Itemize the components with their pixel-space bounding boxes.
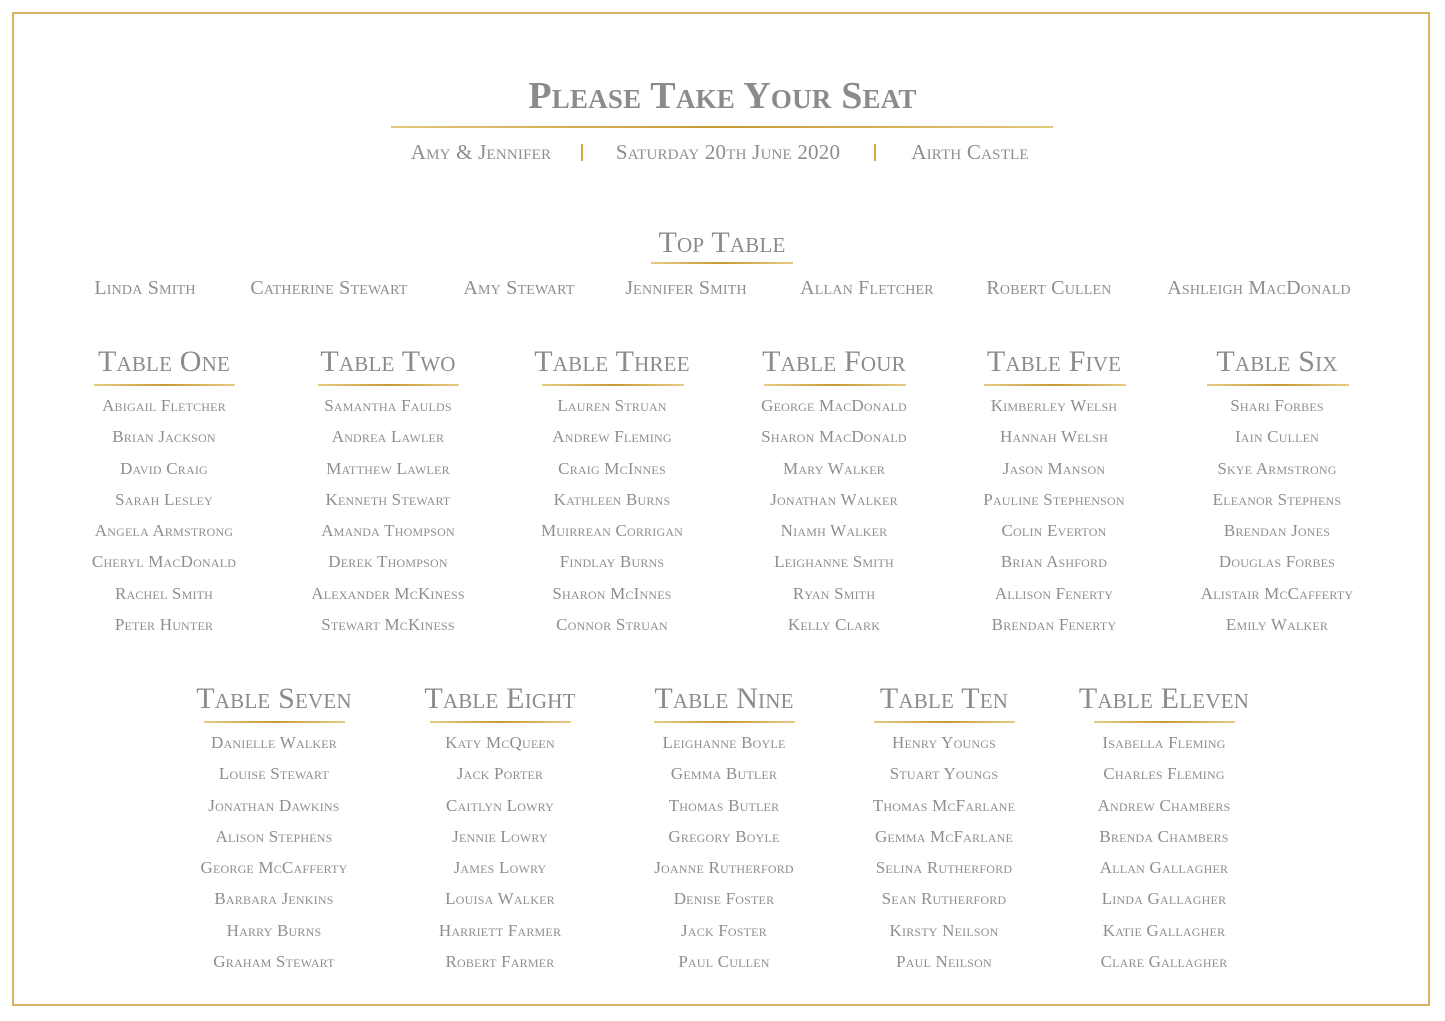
table-heading-divider	[542, 384, 684, 386]
table-heading: Table Ten	[879, 682, 1009, 715]
guest-name: Brendan Jones	[1223, 521, 1331, 541]
table-heading-divider	[204, 721, 345, 723]
table-heading-divider	[430, 721, 571, 723]
top-table-guest: Robert Cullen	[986, 277, 1112, 299]
top-table-guest: Allan Fletcher	[800, 277, 934, 299]
guest-name: Katie Gallagher	[1102, 920, 1226, 940]
guest-name: Paul Neilson	[896, 952, 992, 972]
guest-name: Katy McQueen	[445, 733, 555, 752]
guest-name: Niamh Walker	[780, 521, 888, 541]
guest-name: Alistair McCafferty	[1200, 583, 1354, 603]
guest-name: Allan Gallagher	[1099, 858, 1229, 878]
guest-name: Hannah Welsh	[999, 427, 1108, 447]
guest-name: Jason Manson	[1002, 458, 1106, 478]
guest-list	[541, 390, 683, 640]
guest-name: Kenneth Stewart	[325, 489, 451, 509]
guest-name: Jennie Lowry	[452, 826, 548, 846]
guest-name: Eleanor Stephens	[1212, 489, 1342, 509]
table-heading-divider	[874, 721, 1015, 723]
guest-name: Samantha Faulds	[324, 396, 452, 415]
guest-name: Sean Rutherford	[881, 889, 1007, 909]
guest-list	[1098, 727, 1231, 977]
guest-name: Louisa Walker	[445, 889, 555, 909]
table-heading: Table Five	[986, 345, 1122, 378]
top-table-guests	[0, 277, 1445, 307]
table-heading: Table One	[97, 345, 231, 378]
guest-list	[200, 727, 347, 977]
table-heading: Table Three	[534, 345, 690, 378]
guest-name: George McCafferty	[200, 858, 348, 878]
guest-name: Harriett Farmer	[438, 920, 562, 940]
guest-name: Harry Burns	[226, 920, 322, 940]
table-heading: Table Eight	[424, 682, 576, 715]
guest-name: Kirsty Neilson	[889, 920, 999, 940]
event-venue: Airth Castle	[911, 140, 1029, 164]
guest-name: Gemma McFarlane	[874, 826, 1014, 846]
guest-name: Amanda Thompson	[321, 521, 455, 541]
guest-name: Jack Foster	[681, 920, 767, 940]
guest-name: Ryan Smith	[792, 583, 876, 603]
guest-name: Alison Stephens	[215, 826, 333, 846]
guest-list	[1201, 390, 1353, 640]
guest-name: Peter Hunter	[114, 615, 214, 635]
guest-name: Abigail Fletcher	[102, 396, 226, 415]
guest-list	[983, 390, 1124, 640]
details-separator	[581, 144, 583, 161]
table-heading: Table Six	[1216, 345, 1338, 378]
table-heading-divider	[654, 721, 795, 723]
event-date: Saturday 20th June 2020	[615, 140, 841, 164]
top-table-guest: Catherine Stewart	[250, 277, 408, 299]
guest-name: Skye Armstrong	[1217, 458, 1337, 478]
guest-name: Shari Forbes	[1230, 396, 1324, 415]
guest-name: Kelly Clark	[787, 615, 881, 635]
guest-name: George MacDonald	[761, 396, 907, 415]
guest-name: Derek Thompson	[328, 552, 448, 572]
guest-name: Louise Stewart	[218, 764, 330, 784]
table-heading-divider	[764, 384, 906, 386]
top-table-divider	[651, 262, 793, 264]
page-title: Please Take Your Seat	[528, 75, 917, 117]
guest-list	[873, 727, 1015, 977]
guest-name: Pauline Stephenson	[983, 489, 1125, 509]
top-table-guest: Ashleigh MacDonald	[1167, 277, 1351, 299]
guest-list	[439, 727, 561, 977]
guest-name: Brian Ashford	[1000, 552, 1108, 572]
guest-name: Lauren Struan	[557, 396, 667, 415]
event-details	[0, 140, 1445, 170]
guest-name: Jack Porter	[456, 764, 544, 784]
top-table-heading: Top Table	[658, 226, 786, 259]
guest-name: Allison Fenerty	[994, 583, 1114, 603]
guest-name: Stewart McKiness	[321, 615, 455, 635]
table-heading-divider	[94, 384, 235, 386]
guest-name: Brenda Chambers	[1099, 826, 1229, 846]
guest-name: Iain Cullen	[1234, 427, 1320, 447]
table-heading-divider	[984, 384, 1126, 386]
guest-name: Cheryl MacDonald	[91, 552, 237, 572]
table-heading-divider	[1094, 721, 1235, 723]
guest-name: Caitlyn Lowry	[445, 795, 555, 815]
guest-name: Danielle Walker	[211, 733, 337, 752]
table-heading: Table Two	[320, 345, 456, 378]
guest-name: Kathleen Burns	[553, 489, 671, 509]
guest-name: Sarah Lesley	[115, 489, 213, 509]
guest-name: Muirrean Corrigan	[540, 521, 684, 541]
table-heading: Table Four	[762, 345, 906, 378]
guest-name: James Lowry	[453, 858, 547, 878]
guest-name: Mary Walker	[783, 458, 885, 478]
guest-name: Matthew Lawler	[326, 458, 450, 478]
details-separator	[874, 144, 876, 161]
guest-name: Thomas McFarlane	[872, 795, 1016, 815]
table-heading-divider	[1207, 384, 1349, 386]
guest-name: Gregory Boyle	[668, 826, 780, 846]
top-table-guest: Linda Smith	[94, 277, 196, 299]
top-table-guest: Amy Stewart	[463, 277, 575, 299]
table-heading: Table Seven	[196, 682, 352, 715]
guest-name: Thomas Butler	[668, 795, 780, 815]
table-heading: Table Eleven	[1078, 682, 1250, 715]
guest-name: Andrew Fleming	[552, 427, 672, 447]
guest-name: Charles Fleming	[1103, 764, 1225, 784]
table-heading: Table Nine	[654, 682, 794, 715]
guest-name: Douglas Forbes	[1218, 552, 1336, 572]
guest-name: Craig McInnes	[558, 458, 666, 478]
guest-name: Sharon McInnes	[552, 583, 672, 603]
guest-list	[92, 390, 236, 640]
guest-name: Andrea Lawler	[331, 427, 445, 447]
guest-name: Graham Stewart	[213, 952, 335, 972]
guest-name: Jonathan Walker	[770, 489, 898, 509]
guest-name: Connor Struan	[556, 615, 668, 635]
guest-name: Clare Gallagher	[1100, 952, 1228, 972]
guest-name: Andrew Chambers	[1097, 795, 1231, 815]
guest-name: Emily Walker	[1225, 615, 1329, 635]
guest-name: Gemma Butler	[670, 764, 778, 784]
guest-name: Findlay Burns	[559, 552, 665, 572]
couple-names: Amy & Jennifer	[410, 140, 552, 164]
guest-name: Paul Cullen	[678, 952, 770, 972]
guest-name: David Craig	[120, 458, 208, 478]
guest-name: Leighanne Smith	[774, 552, 894, 572]
guest-list	[761, 390, 907, 640]
guest-name: Jonathan Dawkins	[208, 795, 340, 815]
guest-name: Brian Jackson	[112, 427, 216, 447]
guest-name: Colin Everton	[1001, 521, 1107, 541]
guest-name: Sharon MacDonald	[761, 427, 907, 447]
guest-name: Angela Armstrong	[94, 521, 234, 541]
guest-name: Isabella Fleming	[1102, 733, 1226, 752]
title-divider	[391, 126, 1053, 128]
guest-name: Brendan Fenerty	[991, 615, 1117, 635]
guest-name: Rachel Smith	[114, 583, 214, 603]
top-table-guest: Jennifer Smith	[625, 277, 747, 299]
guest-name: Selina Rutherford	[875, 858, 1013, 878]
guest-name: Leighanne Boyle	[662, 733, 786, 752]
guest-name: Alexander McKiness	[311, 583, 465, 603]
guest-name: Linda Gallagher	[1101, 889, 1227, 909]
guest-name: Robert Farmer	[445, 952, 555, 972]
guest-name: Kimberley Welsh	[990, 396, 1118, 415]
guest-name: Stuart Youngs	[889, 764, 999, 784]
guest-name: Barbara Jenkins	[214, 889, 334, 909]
guest-name: Henry Youngs	[892, 733, 996, 752]
guest-list	[654, 727, 794, 977]
table-heading-divider	[318, 384, 459, 386]
guest-name: Joanne Rutherford	[654, 858, 794, 878]
guest-list	[311, 390, 465, 640]
guest-name: Denise Foster	[673, 889, 775, 909]
